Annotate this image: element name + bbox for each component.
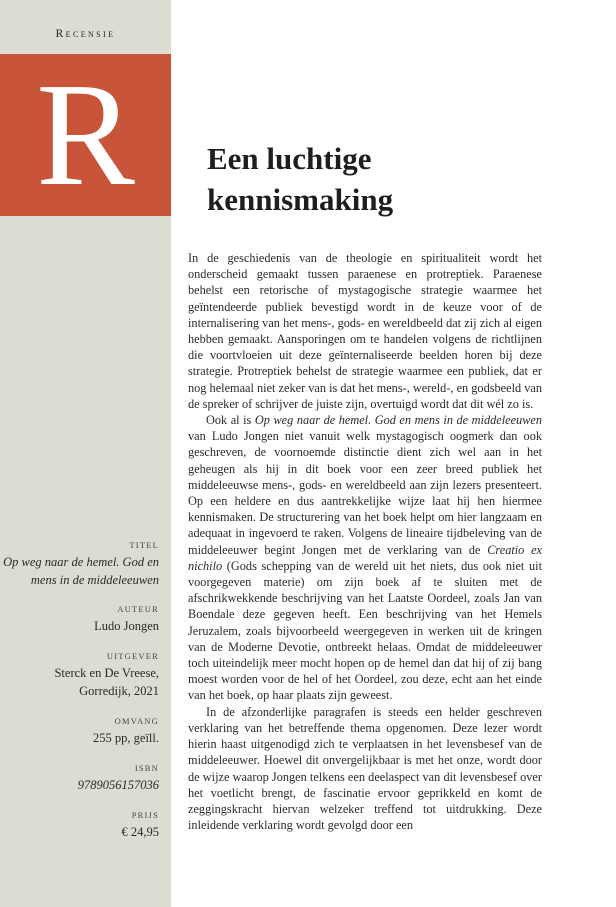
article-paragraph-1: In de geschiedenis van de theologie en spiritualiteit wordt het onderscheid gemaakt tussen paraenese en protreptiek. Paraenese behelst een retorische of mystagogische strategie waarmee het geïntendeerde publiek bevestigd wordt in de keuze voor of de internalisering van het mens-, gods- en wereldbeeld dat zij zich al eigen hebben gemaakt. Aansporingen om te handelen volgens de richtlijnen die voortvloeien uit deze geïnternaliseerde beelden horen bij deze strategie. Protreptiek behelst de strategie waarmee een publiek, dat er nog helemaal niet zeker van is dat het mens-, wereld-, en godsbeeld van de spreker of schrijver de juiste zijn, overtuigd wordt dat dit wél zo is.	[188, 251, 542, 411]
meta-uitgever-label: UITGEVER	[106, 651, 159, 661]
meta-auteur-value: Ludo Jongen	[94, 619, 159, 633]
meta-auteur	[0, 604, 159, 635]
meta-omvang-label: OMVANG	[114, 716, 159, 726]
article-title-line2: kennismaking	[207, 182, 394, 217]
meta-titel-line1: Op weg naar de hemel. God en	[3, 555, 159, 569]
meta-uitgever-line2: Gorredijk, 2021	[79, 684, 159, 698]
sidebar	[0, 0, 171, 907]
p2-text-a: Ook al is	[206, 413, 255, 428]
meta-titel-label: TITEL	[129, 540, 159, 550]
meta-isbn-value: 9789056157036	[77, 778, 159, 792]
meta-titel	[0, 540, 159, 589]
article-body	[188, 250, 542, 833]
drop-cap-block	[0, 54, 171, 216]
drop-cap-letter: R	[36, 53, 135, 217]
meta-titel-line2: mens in de middeleeuwen	[30, 573, 159, 587]
p2-book-title: Op weg naar de hemel. God en mens in de middeleeuwen	[254, 413, 542, 428]
section-label: Recensie	[55, 28, 116, 40]
article-paragraph-2	[188, 412, 542, 704]
article-title-line1: Een luchtige	[207, 141, 372, 176]
meta-uitgever-line1: Sterck en De Vreese,	[54, 666, 159, 680]
meta-isbn	[0, 763, 159, 794]
meta-omvang-value: 255 pp, geïll.	[93, 731, 159, 745]
article-title	[207, 138, 587, 220]
meta-uitgever	[0, 651, 159, 700]
meta-prijs-label: PRIJS	[131, 810, 159, 820]
p2-text-c: van Ludo Jongen niet vanuit welk mystagogisch oogmerk dan ook geschreven, de voornoemde distinctie dient zich wel aan in het geheugen als hij in dit boek voor een zeer breed publiek het middeleeuwse mens-, gods- en wereldbeeld aan zijn lezers presenteert. Op een heldere en dus aantrekkelijke wijze laat hij hen hiermee kennismaken. De structurering van het boek helpt om hier langzaam en adequaat in ingevoerd te raken. Volgens de lineaire tijdbeleving van de middeleeuwer begint Jongen met de verklaring van de	[188, 429, 542, 557]
meta-auteur-label: AUTEUR	[117, 604, 159, 614]
meta-isbn-label: ISBN	[134, 763, 159, 773]
meta-prijs-value: € 24,95	[121, 825, 159, 839]
meta-prijs	[0, 810, 159, 841]
p2-latin-term: Creatio ex nichilo	[188, 542, 542, 573]
article-paragraph-3: In de afzonderlijke paragrafen is steeds een helder geschreven verklaring van het betreffende thema opgenomen. Deze lezer wordt hierin haast uitgenodigd zich te verplaatsen in het levensbesef van de middeleeuwer. Hoewel dit onvergelijkbaar is met het onze, wordt door de wijze waarop Jongen telkens een deelaspect van dit levensbesef over het voetlicht brengt, de fascinatie ervoor geprikkeld en komt de zeggingskracht hiervan welzeker treffend tot uitdrukking. Deze inleidende verklaring wordt gevolgd door een	[188, 704, 542, 833]
p2-text-e: (Gods schepping van de wereld uit het niets, dus ook niet uit voorgegeven materie) om zijn boek af te sluiten met de afschrikwekkende beschrijving van het Laatste Oordeel, zoals Jan van Boendale deze gegeven heeft. Een beschrijving van het Hemels Jeruzalem, zoals bijvoorbeeld weergegeven in werken uit de kringen van de Moderne Devotie, ontbreekt helaas. Omdat de middeleeuwer toch uiteindelijk meer mocht hopen op de hemel dan dat hij of zij bang moest worden voor de hel of het Oordeel, zou deze, echt aan het einde van het boek, op haar plaats zijn geweest.	[188, 558, 542, 703]
meta-omvang	[0, 716, 159, 747]
